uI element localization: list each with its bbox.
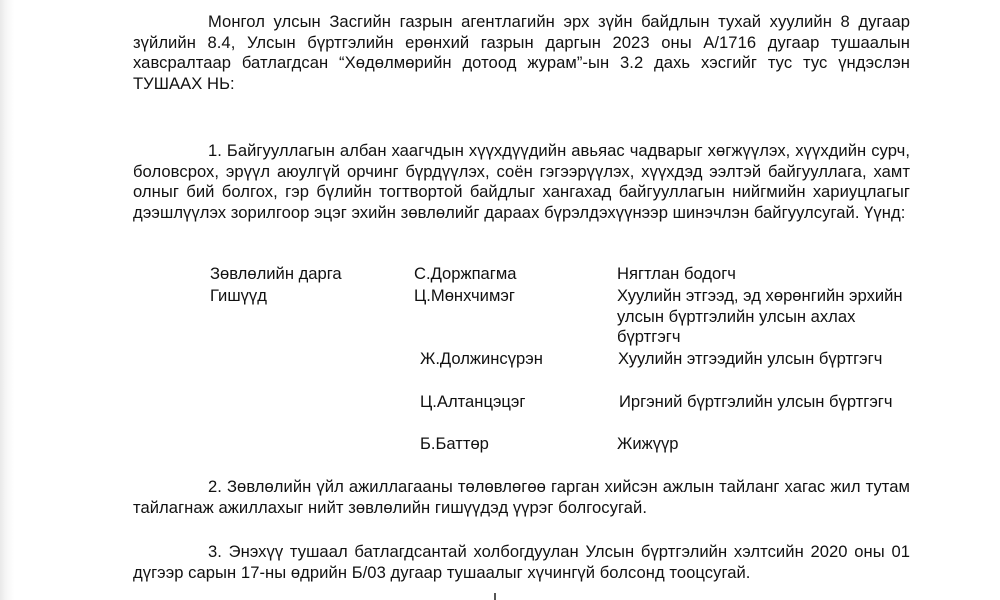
member-position: Хуулийн этгээдийн улсын бүртгэгч [618, 349, 883, 368]
member-name: С.Доржпагма [414, 264, 517, 283]
member-name: Ц.Мөнхчимэг [414, 286, 515, 305]
member-position: Жижүүр [617, 434, 679, 453]
member-position: Хуулийн этгээд, эд хөрөнгийн эрхийн улсын бүртгэлийн улсын ахлах бүртгэгч [617, 286, 903, 347]
order-item-2: 2. Зөвлөлийн үйл ажиллагааны төлөвлөгөө гарган хийсэн ажлын тайланг хагас жил тутам тайлагнаж ажиллахыг нийт зөвлөлийн гишүүдэд үүрэг болгосугай. [133, 477, 910, 517]
member-role: Зөвлөлийн дарга [210, 264, 342, 283]
page-mark [494, 593, 496, 600]
member-position: Иргэний бүртгэлийн улсын бүртгэгч [619, 392, 893, 411]
member-role: Гишүүд [210, 286, 267, 305]
member-name: Б.Баттөр [420, 434, 489, 453]
order-item-3: 3. Энэхүү тушаал батлагдсантай холбогдуулан Улсын бүртгэлийн хэлтсийн 2020 оны 01 дүгээр сарын 17-ны өдрийн Б/03 дугаар тушаалыг хүчингүй болсонд тооцсугай. [133, 542, 910, 582]
member-name: Ж.Должинсүрэн [420, 349, 543, 368]
order-item-1: 1. Байгууллагын албан хаагчдын хүүхдүүдийн авьяас чадварыг хөгжүүлэх, хүүхдийн сурч, боловсрох, эрүүл аюулгүй орчинг бүрдүүлэх, соён гэгээрүүлэх, хүүхдэд ээлтэй байгууллага, хамт олныг бий болгох, гэр бүлийн тогтвортой байдлыг хангахад байгууллагын нийгмийн хариуцлагыг дээшлүүлэх зорилгоор эцэг эхийн зөвлөлийг дараах бүрэлдэхүүнээр шинэчлэн байгуулсугай. Үүнд: [133, 141, 910, 222]
member-name: Ц.Алтанцэцэг [420, 392, 526, 411]
intro-paragraph: Монгол улсын Засгийн газрын агентлагийн эрх зүйн байдлын тухай хуулийн 8 дугаар зүйлийн 8.4, Улсын бүртгэлийн ерөнхий газрын даргын 2023 оны А/1716 дугаар тушаалын хавсралтаар батлагдсан “Хөдөлмөрийн дотоод журам”-ын 3.2 дахь хэсгийг тус тус үндэслэн ТУШААХ НЬ: [133, 12, 910, 93]
member-position: Нягтлан бодогч [617, 264, 736, 283]
